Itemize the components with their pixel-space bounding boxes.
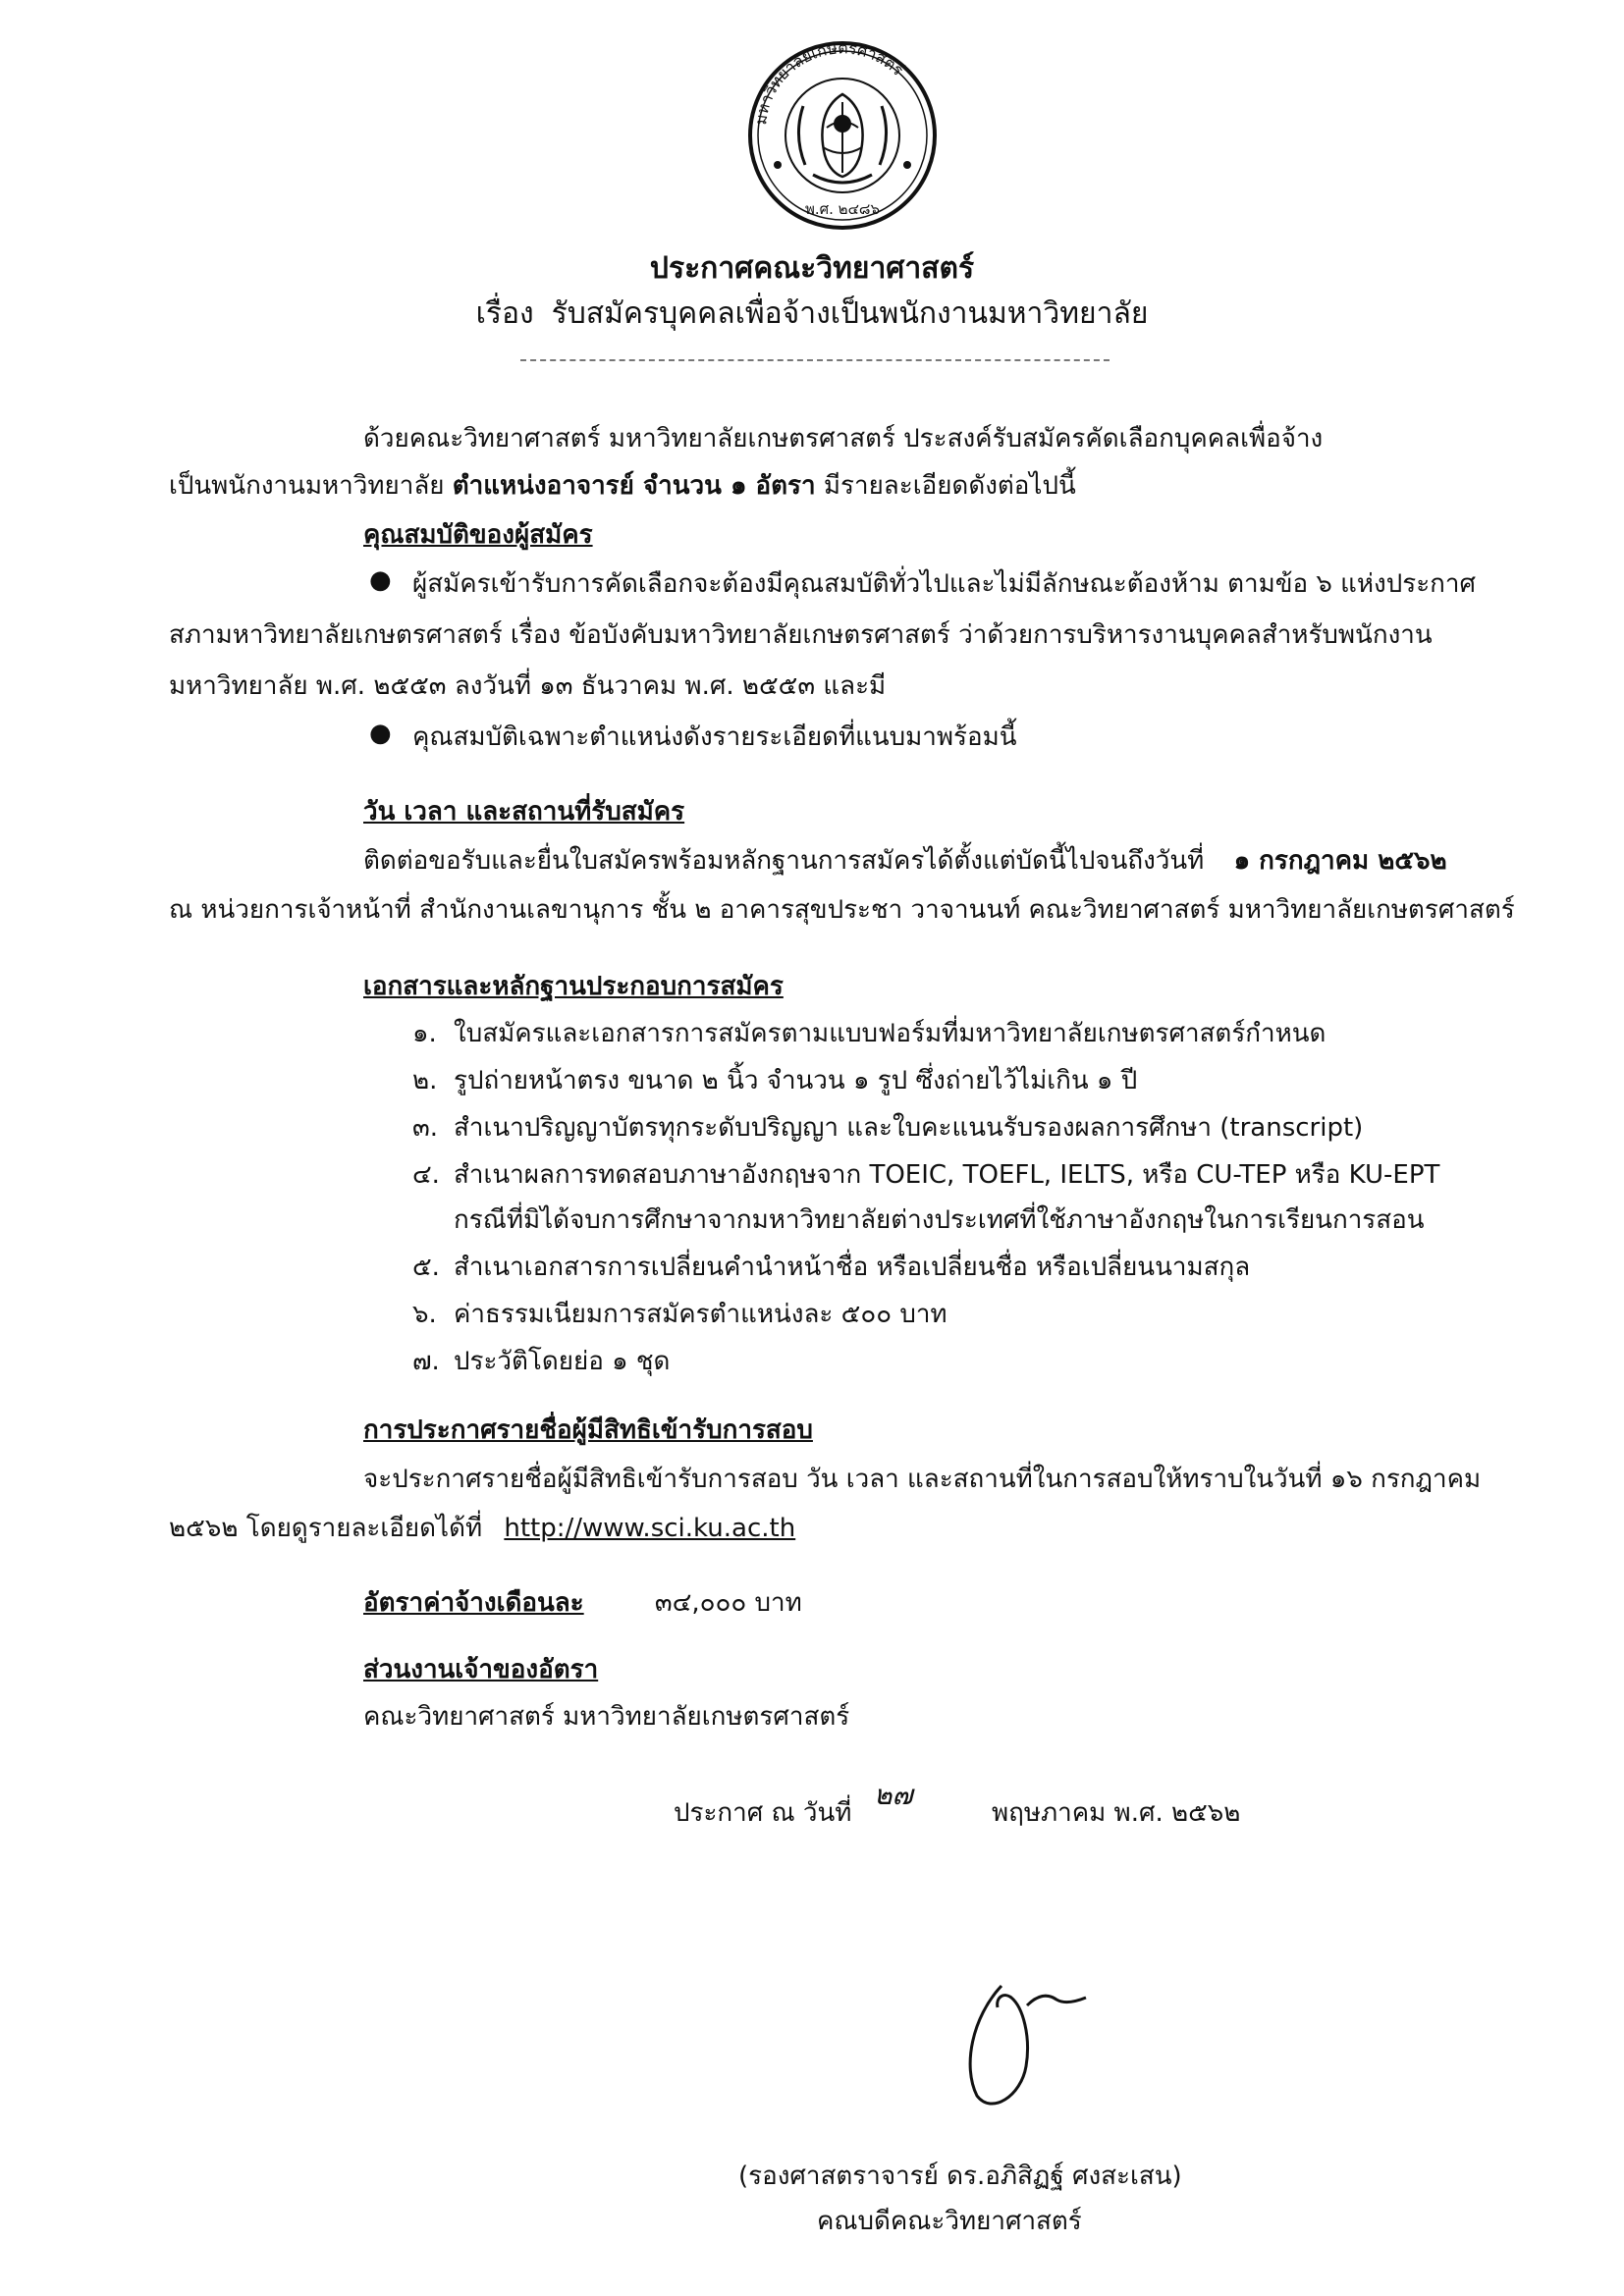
salary-row [363, 1586, 802, 1620]
document-item: ๕. สำเนาเอกสารการเปลี่ยนคำนำหน้าชื่อ หรือเปลี่ยนชื่อ หรือเปลี่ยนนามสกุล [412, 1253, 1251, 1282]
intro-line-2-c: มีรายละเอียดดังต่อไปนี้ [823, 471, 1076, 501]
signature-image [933, 1978, 1227, 2115]
intro-line-2 [169, 469, 1076, 503]
signer-name: (รองศาสตราจารย์ ดร.อภิสิฏฐ์ ศงสะเสน) [738, 2162, 1182, 2191]
document-item: ๒. รูปถ่ายหน้าตรง ขนาด ๒ นิ้ว จำนวน ๑ รูป ซึ่งถ่ายไว้ไม่เกิน ๑ ปี [412, 1066, 1138, 1095]
announce-date-rest: พฤษภาคม พ.ศ. ๒๕๖๒ [992, 1798, 1241, 1828]
announce-line-2 [169, 1512, 795, 1545]
schedule-line-1-a: ติดต่อขอรับและยื่นใบสมัครพร้อมหลักฐานการสมัครได้ตั้งแต่บัดนี้ไปจนถึงวันที่ [363, 846, 1205, 876]
document-item: ๔. สำเนาผลการทดสอบภาษาอังกฤษจาก TOEIC, TOEFL, IELTS, หรือ CU-TEP หรือ KU-EPT [412, 1160, 1440, 1190]
signer-position: คณบดีคณะวิทยาศาสตร์ [817, 2207, 1082, 2236]
announce-heading: การประกาศรายชื่อผู้มีสิทธิเข้ารับการสอบ [363, 1415, 813, 1445]
salary-label: อัตราค่าจ้างเดือนละ [363, 1588, 584, 1618]
title-divider [520, 359, 1110, 361]
documents-heading: เอกสารและหลักฐานประกอบการสมัคร [363, 972, 784, 1001]
schedule-deadline: ๑ กรกฎาคม ๒๕๖๒ [1233, 846, 1447, 876]
document-item: ๓. สำเนาปริญญาบัตรทุกระดับปริญญา และใบคะแนนรับรองผลการศึกษา (transcript) [412, 1113, 1364, 1143]
qualification-1-line-1: ผู้สมัครเข้ารับการคัดเลือกจะต้องมีคุณสมบัติทั่วไปและไม่มีลักษณะต้องห้าม ตามข้อ ๖ แห่งประกาศ [412, 569, 1477, 599]
document-item: ๑. ใบสมัครและเอกสารการสมัครตามแบบฟอร์มที่มหาวิทยาลัยเกษตรศาสตร์กำหนด [412, 1019, 1326, 1048]
intro-line-1: ด้วยคณะวิทยาศาสตร์ มหาวิทยาลัยเกษตรศาสตร์ ประสงค์รับสมัครคัดเลือกบุคคลเพื่อจ้าง [363, 424, 1324, 454]
document-item-continuation: กรณีที่มิได้จบการศึกษาจากมหาวิทยาลัยต่างประเทศที่ใช้ภาษาอังกฤษในการเรียนการสอน [454, 1205, 1425, 1235]
announce-line-1: จะประกาศรายชื่อผู้มีสิทธิเข้ารับการสอบ วัน เวลา และสถานที่ในการสอบให้ทราบในวันที่ ๑๖ กรกฎาคม [363, 1465, 1482, 1494]
announce-date-prefix: ประกาศ ณ วันที่ [674, 1798, 852, 1828]
schedule-line-1 [363, 844, 1447, 878]
intro-position-count: ตำแหน่งอาจารย์ จำนวน ๑ อัตรา [452, 471, 816, 501]
seal-year-text: พ.ศ. ๒๔๘๖ [804, 200, 881, 218]
bullet-dot-icon: ● [369, 565, 392, 595]
qualification-1-line-3: มหาวิทยาลัย พ.ศ. ๒๕๕๓ ลงวันที่ ๑๓ ธันวาคม พ.ศ. ๒๕๕๓ และมี [169, 671, 887, 701]
salary-value: ๓๔,๐๐๐ บาท [654, 1588, 802, 1618]
owner-text: คณะวิทยาศาสตร์ มหาวิทยาลัยเกษตรศาสตร์ [363, 1702, 850, 1732]
qualifications-heading: คุณสมบัติของผู้สมัคร [363, 520, 593, 550]
owner-heading: ส่วนงานเจ้าของอัตรา [363, 1655, 599, 1684]
document-item: ๗. ประวัติโดยย่อ ๑ ชุด [412, 1347, 671, 1376]
bullet-dot-icon: ● [369, 719, 392, 748]
schedule-heading: วัน เวลา และสถานที่รับสมัคร [363, 797, 685, 827]
schedule-line-2: ณ หน่วยการเจ้าหน้าที่ สำนักงานเลขานุการ ชั้น ๒ อาคารสุขประชา วาจานนท์ คณะวิทยาศาสตร์ มหาวิทยาลัยเกษตรศาสตร์ [169, 895, 1515, 925]
announcement-subject [0, 291, 1624, 337]
intro-line-2-a: เป็นพนักงานมหาวิทยาลัย [169, 471, 445, 501]
document-item: ๖. ค่าธรรมเนียมการสมัครตำแหน่งละ ๕๐๐ บาท [412, 1300, 947, 1329]
seal-arc-text: มหาวิทยาลัยเกษตรศาสตร์ [751, 38, 908, 127]
subject-text: รับสมัครบุคคลเพื่อจ้างเป็นพนักงานมหาวิทยาลัย [551, 296, 1149, 331]
university-seal-logo [744, 37, 941, 234]
qualification-2: คุณสมบัติเฉพาะตำแหน่งดังรายระเอียดที่แนบมาพร้อมนี้ [412, 722, 1017, 752]
website-link[interactable]: http://www.sci.ku.ac.th [504, 1514, 796, 1543]
subject-label: เรื่อง [475, 296, 534, 331]
announce-line-2-a: ๒๕๖๒ โดยดูรายละเอียดได้ที่ [169, 1514, 483, 1543]
qualification-1-line-2: สภามหาวิทยาลัยเกษตรศาสตร์ เรื่อง ข้อบังคับมหาวิทยาลัยเกษตรศาสตร์ ว่าด้วยการบริหารงานบุคคลสำหรับพนักงาน [169, 620, 1433, 650]
announce-date-day-handwritten: ๒๗ [874, 1779, 913, 1811]
announcement-title: ประกาศคณะวิทยาศาสตร์ [649, 251, 975, 286]
